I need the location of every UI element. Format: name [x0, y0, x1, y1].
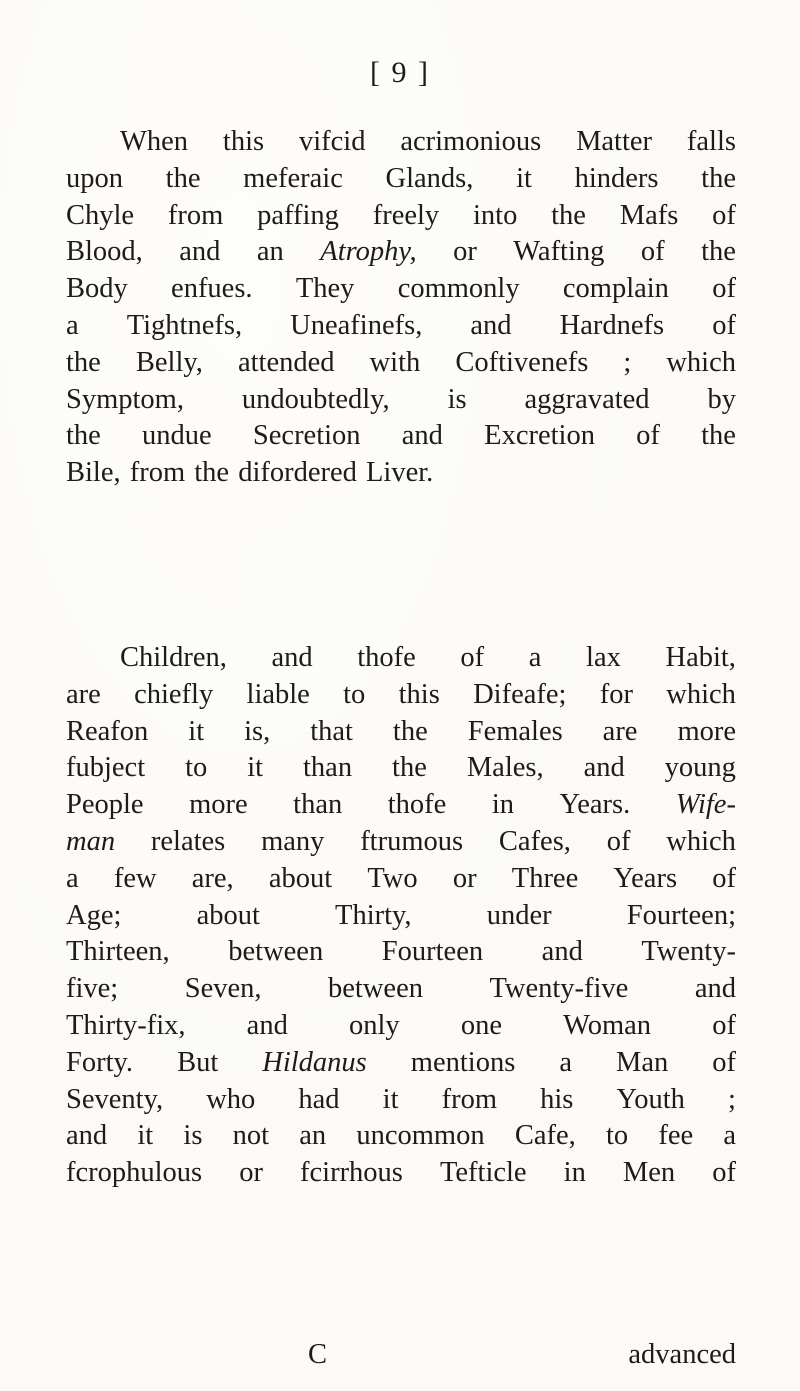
word: Glands,	[385, 162, 474, 194]
word: Excretion	[484, 420, 595, 452]
word: Hardnefs	[559, 309, 665, 341]
word: or	[452, 862, 477, 894]
word: Body	[66, 273, 128, 305]
word: Wife-	[675, 789, 736, 821]
word: Age;	[66, 899, 122, 931]
word: more	[677, 715, 736, 747]
word: enfues.	[171, 273, 253, 305]
text-line	[66, 234, 736, 271]
word: uncommon	[356, 1120, 485, 1152]
word: from	[129, 457, 186, 489]
word: Males,	[466, 752, 544, 784]
word: vifcid	[298, 126, 366, 157]
word: Woman	[563, 1009, 652, 1041]
word: a	[66, 862, 79, 894]
word: undoubtedly,	[241, 383, 390, 415]
word: of	[712, 309, 736, 341]
word: aggravated	[524, 383, 650, 415]
word: undue	[142, 420, 212, 452]
word: in	[491, 789, 515, 821]
word: than	[303, 752, 353, 784]
word: ;	[623, 346, 632, 378]
word: Habit,	[665, 642, 736, 673]
word: fcrophulous	[66, 1157, 203, 1189]
word: Matter	[576, 126, 653, 157]
word: Fourteen;	[626, 899, 736, 931]
word: complain	[562, 273, 669, 305]
word: it	[247, 752, 264, 784]
text-line	[66, 1155, 736, 1192]
word: a	[528, 642, 542, 673]
word: thofe	[387, 789, 447, 821]
word: the	[66, 346, 101, 378]
word: about	[196, 899, 260, 931]
word: hinders	[574, 162, 659, 194]
word: People	[66, 789, 144, 821]
word: liable	[246, 678, 310, 710]
word: ;	[728, 1083, 736, 1115]
word: the	[165, 162, 201, 194]
text-line	[66, 455, 736, 492]
text-line	[66, 418, 736, 455]
word: the	[392, 715, 428, 747]
word: which	[666, 825, 736, 857]
word: of	[712, 273, 736, 305]
page-number: [ 9 ]	[370, 56, 430, 89]
word: They	[295, 273, 355, 305]
word: and	[179, 236, 221, 268]
word: Three	[511, 862, 579, 894]
word: in	[563, 1157, 586, 1189]
word: who	[206, 1083, 256, 1115]
word: Uneafinefs,	[290, 309, 423, 341]
word: are	[66, 678, 101, 710]
word: which	[666, 678, 736, 710]
word: it	[516, 162, 532, 194]
word: to	[605, 1120, 629, 1152]
word: from	[167, 199, 224, 231]
text-line	[66, 750, 736, 787]
word: of	[712, 1009, 736, 1041]
word: under	[486, 899, 552, 931]
paragraph-1	[66, 124, 736, 492]
word: of	[636, 420, 660, 452]
word: a	[723, 1120, 736, 1152]
word: paffing	[257, 199, 339, 231]
word: from	[441, 1083, 498, 1115]
word: many	[261, 825, 325, 857]
word: of	[460, 642, 485, 673]
text-line	[66, 824, 736, 861]
word: about	[268, 862, 333, 894]
word: the	[392, 752, 427, 784]
text-line	[66, 382, 736, 419]
word: Years	[613, 862, 678, 894]
word: Man	[615, 1046, 669, 1078]
word: Chyle	[66, 199, 135, 231]
word: Liver.	[366, 457, 434, 489]
word: Reafon	[66, 715, 149, 747]
word: is	[183, 1120, 203, 1152]
text-line	[66, 1045, 736, 1082]
word: few	[113, 862, 157, 894]
word: man	[66, 825, 116, 857]
word: it	[382, 1083, 399, 1115]
word: are	[602, 715, 638, 747]
word: or	[453, 236, 477, 268]
text-line	[66, 198, 736, 235]
page-footer	[66, 1337, 736, 1374]
text-line	[66, 787, 736, 824]
word: Twenty-	[641, 936, 736, 968]
word: Men	[622, 1157, 676, 1189]
text-line	[66, 934, 736, 971]
word: the	[66, 420, 101, 452]
word: Tefticle	[439, 1157, 527, 1189]
word: which	[666, 346, 736, 378]
word: and	[401, 420, 443, 452]
word: into	[472, 199, 518, 231]
word: Fourteen	[381, 936, 484, 968]
word: are,	[191, 862, 234, 894]
word: ftrumous	[360, 825, 464, 857]
word: for	[599, 678, 633, 710]
word: Children,	[120, 642, 227, 673]
word: a	[559, 1046, 572, 1078]
word: the	[701, 420, 736, 452]
text-line	[66, 1118, 736, 1155]
word: Females	[467, 715, 563, 747]
word: Symptom,	[66, 383, 184, 415]
word: more	[189, 789, 248, 821]
word: with	[369, 346, 421, 378]
text-line	[66, 1082, 736, 1119]
word: lax	[586, 642, 621, 673]
word: it	[188, 715, 205, 747]
text-line	[66, 861, 736, 898]
signature-mark: C	[308, 1339, 328, 1370]
word: one	[460, 1009, 502, 1041]
word: relates	[150, 825, 226, 857]
word: fubject	[66, 752, 146, 784]
word: Atrophy,	[320, 236, 417, 268]
word: his	[540, 1083, 574, 1115]
word: of	[712, 199, 736, 231]
word: Forty.	[66, 1046, 134, 1078]
word: between	[328, 973, 423, 1005]
word: it	[137, 1120, 154, 1152]
word: of	[606, 825, 631, 857]
word: meferaic	[243, 162, 343, 194]
word: commonly	[397, 273, 520, 305]
word: an	[299, 1120, 327, 1152]
text-line	[66, 714, 736, 751]
text-line	[66, 1008, 736, 1045]
word: attended	[237, 346, 335, 378]
word: difordered	[238, 457, 357, 489]
word: young	[664, 752, 736, 784]
word: and	[470, 309, 512, 341]
word: only	[348, 1009, 400, 1041]
word: Seventy,	[66, 1083, 164, 1115]
word: mentions	[410, 1046, 516, 1078]
word: Difeafe;	[473, 678, 567, 710]
word: Belly,	[135, 346, 203, 378]
word: Thirty,	[335, 899, 412, 931]
word: and	[246, 1009, 288, 1041]
text-line	[66, 677, 736, 714]
text-line	[66, 161, 736, 198]
text-line	[66, 271, 736, 308]
word: chiefly	[134, 678, 214, 710]
word: and	[694, 973, 736, 1005]
word: Wafting	[513, 236, 605, 268]
text-line	[66, 124, 736, 161]
catchword: advanced	[628, 1339, 736, 1370]
word: this	[398, 678, 440, 710]
word: Bile,	[66, 457, 121, 489]
word: the	[701, 236, 736, 268]
word: falls	[686, 126, 736, 157]
word: or	[239, 1157, 263, 1189]
word: Cafes,	[498, 825, 571, 857]
word: Tightnefs,	[126, 309, 243, 341]
word: Seven,	[184, 973, 262, 1005]
word: of	[712, 1157, 736, 1189]
word: a	[66, 309, 79, 341]
word: between	[228, 936, 324, 968]
word: of	[712, 862, 736, 894]
word: the	[701, 162, 736, 194]
word: five;	[66, 973, 119, 1005]
word: not	[232, 1120, 270, 1152]
word: had	[298, 1083, 340, 1115]
word: Thirty-fix,	[66, 1009, 186, 1041]
word: upon	[66, 162, 123, 194]
word: of	[712, 1046, 736, 1078]
word: is	[447, 383, 467, 415]
text-line	[66, 971, 736, 1008]
word: by	[707, 383, 736, 415]
word: fcirrhous	[300, 1157, 403, 1189]
word: acrimonious	[400, 126, 542, 157]
word: to	[185, 752, 208, 784]
text-line	[66, 640, 736, 677]
word: freely	[372, 199, 440, 231]
word: But	[177, 1046, 219, 1078]
word: this	[222, 126, 265, 157]
word: Coftivenefs	[455, 346, 589, 378]
word: the	[551, 199, 586, 231]
word: Thirteen,	[66, 936, 170, 968]
word: and	[66, 1120, 108, 1152]
word: and	[271, 642, 313, 673]
word: When	[120, 126, 189, 157]
text-line	[66, 308, 736, 345]
word: Twenty-five	[489, 973, 629, 1005]
word: Years.	[559, 789, 631, 821]
word: Cafe,	[514, 1120, 576, 1152]
word: of	[640, 236, 665, 268]
word: is,	[244, 715, 271, 747]
text-line	[66, 898, 736, 935]
word: Hildanus	[262, 1046, 367, 1078]
word: than	[293, 789, 343, 821]
word: Secretion	[252, 420, 361, 452]
word: an	[256, 236, 284, 268]
paragraph-2	[66, 640, 736, 1192]
word: thofe	[357, 642, 416, 673]
word: to	[343, 678, 366, 710]
word: the	[194, 457, 230, 489]
word: and	[541, 936, 583, 968]
text-line	[66, 345, 736, 382]
word: Two	[367, 862, 418, 894]
word: Blood,	[66, 236, 143, 268]
word: that	[310, 715, 353, 747]
word: Mafs	[619, 199, 679, 231]
word: Youth	[616, 1083, 685, 1115]
word: and	[583, 752, 625, 784]
word: fee	[658, 1120, 694, 1152]
